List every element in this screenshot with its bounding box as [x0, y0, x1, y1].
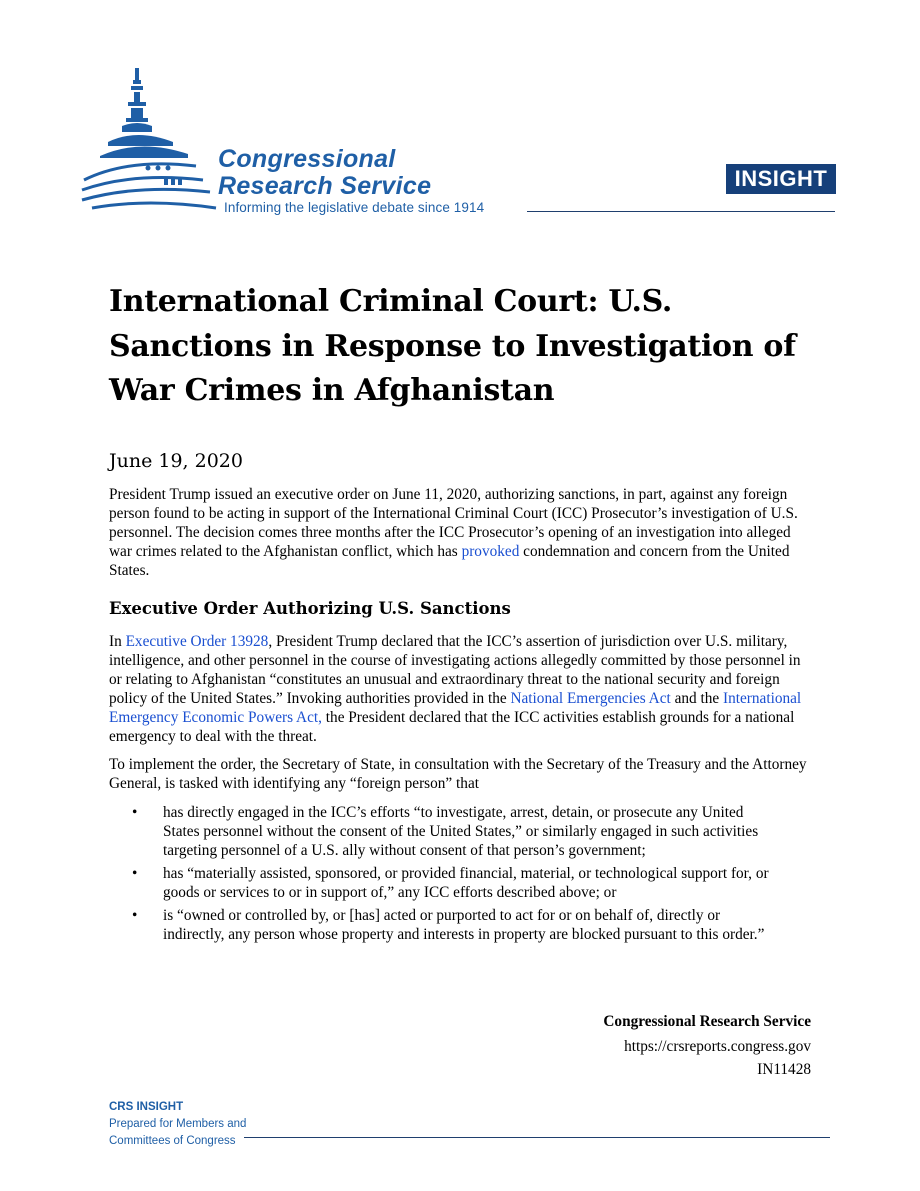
footer-label — [109, 1099, 246, 1150]
bullet-icon: • — [132, 804, 138, 821]
p1-text-c: and the — [670, 690, 723, 707]
publish-date: June 19, 2020 — [109, 450, 243, 472]
footer-url-link[interactable]: https://crsreports.congress.gov — [624, 1038, 811, 1055]
list-item — [132, 803, 772, 860]
footer-org: Congressional Research Service — [603, 1013, 811, 1030]
org-name — [218, 146, 431, 200]
executive-order-link[interactable]: Executive Order 13928 — [125, 633, 269, 650]
section-paragraph-1 — [109, 632, 811, 746]
intro-paragraph — [109, 485, 811, 580]
intro-text-end: condemnation and concern from the United States. — [109, 543, 790, 579]
list-item — [132, 864, 772, 902]
report-id: IN11428 — [757, 1061, 811, 1078]
crs-logo-capitol-icon — [78, 62, 218, 217]
p1-text-a: In — [109, 633, 126, 650]
ieepa-link[interactable]: International Emergency Economic Powers Act, — [109, 690, 802, 726]
list-item-text: has directly engaged in the ICC’s efforts “to investigate, arrest, detain, or prosecute any United States personnel without the consent of the United States,” or similarly engaged in such activities targeting personnel of a U.S. ally without consent of that person’s government; — [163, 804, 759, 859]
org-tagline: Informing the legislative debate since 1914 — [224, 200, 485, 215]
footer-label-title: CRS INSIGHT — [109, 1101, 184, 1113]
p1-text-d: the President declared that the ICC activities establish grounds for a national emergency to deal with the threat. — [109, 709, 795, 745]
footer-rule — [244, 1137, 830, 1138]
header-rule — [527, 211, 835, 212]
criteria-list — [132, 803, 772, 948]
intro-text: President Trump issued an executive order on June 11, 2020, authorizing sanctions, in part, against any foreign person found to be acting in support of the International Criminal Court (ICC) Prosecutor’s investigation of U.S. personnel. The decision comes three months after the ICC Prosecutor’s opening of an investigation into alleged war crimes related to the Afghanistan conflict, which has — [109, 486, 798, 560]
bullet-icon: • — [132, 865, 138, 882]
list-item — [132, 906, 772, 944]
bullet-icon: • — [132, 907, 138, 924]
list-item-text: is “owned or controlled by, or [has] acted or purported to act for or on behalf of, directly or indirectly, any person whose property and interests in property are blocked pursuant to this order.” — [163, 907, 765, 943]
list-item-text: has “materially assisted, sponsored, or provided financial, material, or technological support for, or goods or services to or in support of,” any ICC efforts described above; or — [163, 865, 769, 901]
footer-label-line2: Prepared for Members and — [109, 1118, 247, 1130]
org-name-line1: Congressional — [218, 145, 396, 173]
page-title: International Criminal Court: U.S. Sanctions in Response to Investigation of War Crimes in Afghanistan — [109, 284, 796, 408]
footer-label-line3: Committees of Congress — [109, 1135, 236, 1147]
section-paragraph-2: To implement the order, the Secretary of State, in consultation with the Secretary of the Treasury and the Attorney General, is tasked with identifying any “foreign person” that — [109, 756, 807, 792]
p1-text-b: , President Trump declared that the ICC’s assertion of jurisdiction over U.S. military, intelligence, and other personnel in the course of investigating actions allegedly committed by those personnel in or relating to Afghanistan “constitutes an unusual and extraordinary threat to the national security and foreign policy of the United States.” Invoking authorities provided in the — [109, 633, 801, 707]
section-heading: Executive Order Authorizing U.S. Sanctions — [109, 599, 511, 618]
national-emergencies-act-link[interactable]: National Emergencies Act — [510, 690, 671, 707]
provoked-link[interactable]: provoked — [461, 543, 520, 560]
insight-badge: INSIGHT — [726, 164, 836, 194]
org-name-line2: Research Service — [218, 172, 432, 200]
